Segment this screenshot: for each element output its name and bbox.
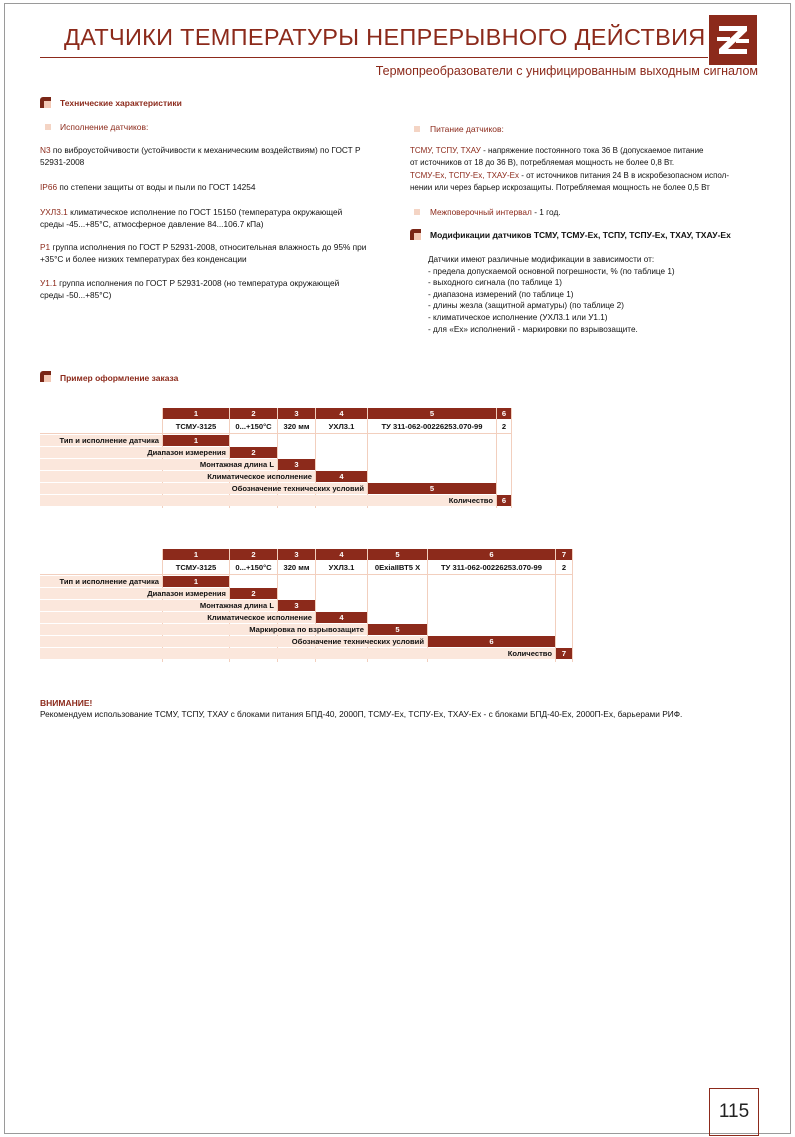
interval-text: Межповерочный интервал - 1 год. xyxy=(430,207,561,217)
col-number: 4 xyxy=(316,549,367,560)
warning-title: ВНИМАНИЕ! xyxy=(40,698,93,708)
page-subtitle: Термопреобразователи с унифицированным выходным сигналом xyxy=(375,64,758,78)
section-icon xyxy=(40,97,51,108)
tech-item-ip66: IP66 по степени защиты от воды и пыли по ГОСТ 14254 xyxy=(40,182,256,192)
row-label: Количество xyxy=(40,495,496,506)
order-heading: Пример оформление заказа xyxy=(60,373,179,383)
power-text-2: ТСМУ-Ех, ТСПУ-Ех, ТХАУ-Ех - от источников питания 24 В в искробезопасном испол- нении или через барьер искрозащиты. Потребляемая мощность не более 0,5 Вт xyxy=(410,171,730,192)
order-table-1 xyxy=(40,408,515,508)
col-number: 2 xyxy=(230,408,277,419)
value-cell: 2 xyxy=(561,563,567,572)
col-number: 7 xyxy=(556,549,572,560)
page-number: 115 xyxy=(709,1088,759,1136)
col-number: 1 xyxy=(163,408,229,419)
row-marker: 6 xyxy=(497,495,511,506)
row-label: Обозначение технических условий xyxy=(40,636,427,647)
warning-text: Рекомендуем использование ТСМУ, ТСПУ, ТХАУ с блоками питания БПД-40, 2000П, ТСМУ-Ех, ТСПУ-Ех, ТХАУ-Ех - с блоками БПД-40-Ех, 2000П-Ех, барьерами РИФ. xyxy=(40,709,683,719)
value-cell: 0...+150°С xyxy=(235,422,272,431)
mods-list: Датчики имеют различные модификации в зависимости от: - предела допускаемой основной погрешности, % (по таблице 1) - выходного сигнала (по таблице 1) - диапазона измерений (по таблице 1) - длины жезла (защитной арматуры) (по таблице 2) - климатическое исполнение (УХЛ3.1 или У1.1) - для «Ех» исполнений - маркировки по взрывозащите. xyxy=(428,255,675,334)
col-number: 6 xyxy=(497,408,511,419)
value-cell: ТСМУ-3125 xyxy=(175,422,217,431)
value-cell: УХЛ3.1 xyxy=(328,422,355,431)
row-marker: 6 xyxy=(428,636,555,647)
value-cell: 320 мм xyxy=(283,563,310,572)
row-marker: 4 xyxy=(316,612,367,623)
row-label: Климатическое исполнение xyxy=(40,471,315,482)
row-label: Маркировка по взрывозащите xyxy=(40,624,367,635)
row-marker: 1 xyxy=(163,435,229,446)
col-number: 4 xyxy=(316,408,367,419)
row-marker: 3 xyxy=(278,459,315,470)
row-marker: 5 xyxy=(368,483,496,494)
tech-item-n3: N3 по виброустойчивости (устойчивости к механическим воздействиям) по ГОСТ Р 52931-2008 xyxy=(40,145,361,167)
bullet-icon xyxy=(45,124,51,130)
tech-item-u11: У1.1 группа исполнения по ГОСТ Р 52931-2008 (но температура окружающей среды -50...+85°С) xyxy=(40,278,340,300)
value-cell: ТУ 311-062-00226253.070-99 xyxy=(441,563,542,572)
row-marker: 3 xyxy=(278,600,315,611)
col-number: 3 xyxy=(278,408,315,419)
col-number: 2 xyxy=(230,549,277,560)
row-label: Монтажная длина L xyxy=(40,459,277,470)
z-logo-icon xyxy=(709,15,757,65)
tech-item-r1: Р1 группа исполнения по ГОСТ Р 52931-2008, относительная влажность до 95% при +35°С и более низких температурах без конденсации xyxy=(40,242,367,264)
bullet-icon xyxy=(414,126,420,132)
power-heading: Питание датчиков: xyxy=(430,124,504,134)
row-marker: 4 xyxy=(316,471,367,482)
row-label: Монтажная длина L xyxy=(40,600,277,611)
row-label: Климатическое исполнение xyxy=(40,612,315,623)
execution-heading: Исполнение датчиков: xyxy=(60,122,149,132)
mods-heading: Модификации датчиков ТСМУ, ТСМУ-Ех, ТСПУ, ТСПУ-Ех, ТХАУ, ТХАУ-Ех xyxy=(430,230,731,240)
section-icon xyxy=(40,371,51,382)
col-number: 5 xyxy=(368,549,427,560)
row-label: Количество xyxy=(40,648,555,659)
row-label: Тип и исполнение датчика xyxy=(40,576,162,587)
section-icon xyxy=(410,229,421,240)
page-title: ДАТЧИКИ ТЕМПЕРАТУРЫ НЕПРЕРЫВНОГО ДЕЙСТВИЯ xyxy=(64,24,706,50)
col-number: 3 xyxy=(278,549,315,560)
row-label: Тип и исполнение датчика xyxy=(40,435,162,446)
value-cell: ТСМУ-3125 xyxy=(175,563,217,572)
row-label: Диапазон измерения xyxy=(40,447,229,458)
value-cell: 320 мм xyxy=(283,422,310,431)
tech-item-uhl31: УХЛ3.1 климатическое исполнение по ГОСТ 15150 (температура окружающей среды -45...+85°С, атмосферное давление 84...106.7 кПа) xyxy=(40,207,343,229)
row-label: Диапазон измерения xyxy=(40,588,229,599)
bullet-icon xyxy=(414,209,420,215)
value-cell: 2 xyxy=(501,422,507,431)
row-label: Обозначение технических условий xyxy=(40,483,367,494)
value-cell: 0ЕхiaIIВТ5 Х xyxy=(374,563,421,572)
row-marker: 2 xyxy=(230,588,277,599)
tech-heading: Технические характеристики xyxy=(60,98,182,108)
row-marker: 7 xyxy=(556,648,572,659)
value-cell: 0...+150°С xyxy=(235,563,272,572)
header-rule xyxy=(40,57,708,58)
value-cell: ТУ 311-062-00226253.070-99 xyxy=(381,422,483,431)
col-number: 5 xyxy=(368,408,496,419)
row-marker: 2 xyxy=(230,447,277,458)
power-text-1: ТСМУ, ТСПУ, ТХАУ - напряжение постоянного тока 36 В (допускаемое питание от источников от 18 до 36 В), потребляемая мощность не более 0,8 Вт. xyxy=(410,146,704,167)
col-number: 1 xyxy=(163,549,229,560)
row-marker: 5 xyxy=(368,624,427,635)
row-marker: 1 xyxy=(163,576,229,587)
order-table-2 xyxy=(40,549,575,664)
value-cell: УХЛ3.1 xyxy=(328,563,355,572)
col-number: 6 xyxy=(428,549,555,560)
